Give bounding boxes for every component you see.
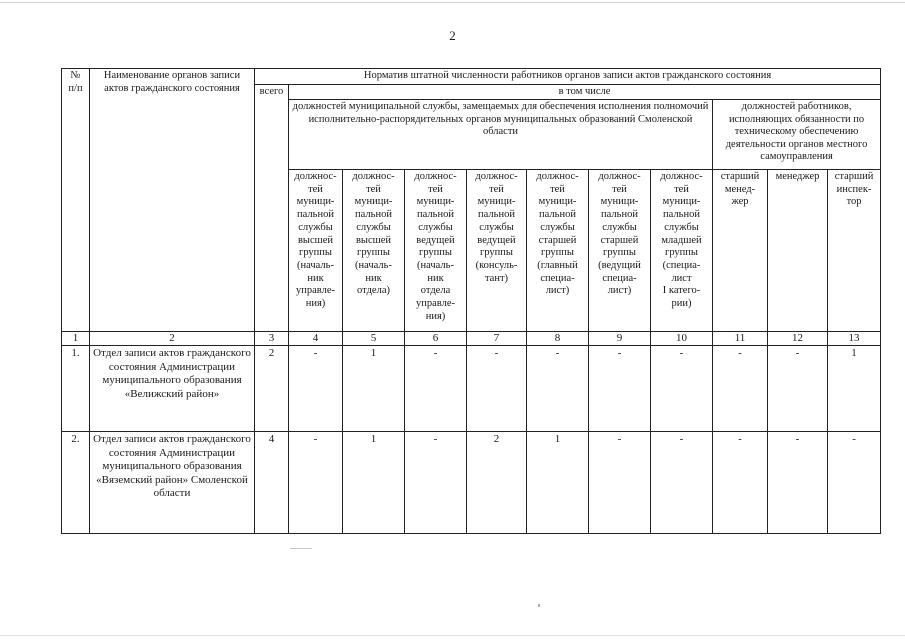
sub-header-col-6: должнос- тей муници- пальной службы ведущей группы (началь- ник отдела управле- ния) bbox=[405, 170, 467, 332]
row-value: 1 bbox=[527, 432, 589, 534]
column-number: 5 bbox=[343, 332, 405, 346]
header-no: № п/п bbox=[62, 69, 90, 332]
row-value: - bbox=[651, 346, 713, 432]
row-value: - bbox=[527, 346, 589, 432]
column-number-row bbox=[62, 332, 881, 346]
column-number: 9 bbox=[589, 332, 651, 346]
sub-header-col-10: должнос- тей муници- пальной службы младшей группы (специа- лист I катего- рии) bbox=[651, 170, 713, 332]
row-number: 2. bbox=[62, 432, 90, 534]
row-number: 1. bbox=[62, 346, 90, 432]
column-number: 13 bbox=[828, 332, 881, 346]
row-value: - bbox=[405, 346, 467, 432]
row-value: 1 bbox=[343, 432, 405, 534]
row-value: 4 bbox=[255, 432, 289, 534]
row-name: Отдел записи актов гражданского состояния Администрации муниципального образования «Велижский район» bbox=[90, 346, 255, 432]
page-number: 2 bbox=[449, 28, 456, 43]
header-total: всего bbox=[255, 84, 289, 332]
sub-header-col-7: должнос- тей муници- пальной службы ведущей группы (консуль- тант) bbox=[467, 170, 527, 332]
column-number: 1 bbox=[62, 332, 90, 346]
header-including: в том числе bbox=[289, 84, 881, 100]
column-number: 4 bbox=[289, 332, 343, 346]
sub-header-col-5: должнос- тей муници- пальной службы высшей группы (началь- ник отдела) bbox=[343, 170, 405, 332]
header-tech-group: должностей работников, исполняющих обязанности по техническому обеспечению деятельности органов местного самоуправления bbox=[713, 100, 881, 170]
column-number: 8 bbox=[527, 332, 589, 346]
row-value: - bbox=[467, 346, 527, 432]
row-value: - bbox=[589, 346, 651, 432]
sub-header-col-11: старший менед- жер bbox=[713, 170, 768, 332]
scan-artifact bbox=[0, 635, 905, 636]
header-norm: Норматив штатной численности работников органов записи актов гражданского состояния bbox=[255, 69, 881, 85]
row-value: - bbox=[828, 432, 881, 534]
row-name: Отдел записи актов гражданского состояния Администрации муниципального образования «Вяземский район» Смоленской области bbox=[90, 432, 255, 534]
row-value: - bbox=[589, 432, 651, 534]
row-value: - bbox=[405, 432, 467, 534]
header-name: Наименование органов записи актов гражданского состояния bbox=[90, 69, 255, 332]
row-value: - bbox=[713, 432, 768, 534]
scan-artifact bbox=[538, 604, 540, 607]
sub-header-col-12: менеджер bbox=[768, 170, 828, 332]
header-municipal-group: должностей муниципальной службы, замещаемых для обеспечения исполнения полномочий исполнительно-распорядительных органов муниципальных образований Смоленской области bbox=[289, 100, 713, 170]
column-number: 3 bbox=[255, 332, 289, 346]
table-row bbox=[62, 432, 881, 534]
column-number: 11 bbox=[713, 332, 768, 346]
column-number: 10 bbox=[651, 332, 713, 346]
sub-header-col-4: должнос- тей муници- пальной службы высшей группы (началь- ник управле- ния) bbox=[289, 170, 343, 332]
row-value: - bbox=[289, 432, 343, 534]
row-value: - bbox=[289, 346, 343, 432]
column-number: 2 bbox=[90, 332, 255, 346]
sub-header-col-8: должнос- тей муници- пальной службы старшей группы (главный специа- лист) bbox=[527, 170, 589, 332]
row-value: 1 bbox=[343, 346, 405, 432]
row-value: - bbox=[768, 432, 828, 534]
column-number: 7 bbox=[467, 332, 527, 346]
sub-header-col-9: должнос- тей муници- пальной службы старшей группы (ведущий специа- лист) bbox=[589, 170, 651, 332]
row-value: - bbox=[713, 346, 768, 432]
row-value: 2 bbox=[255, 346, 289, 432]
row-value: 1 bbox=[828, 346, 881, 432]
row-value: - bbox=[651, 432, 713, 534]
staffing-table bbox=[61, 68, 881, 534]
row-value: - bbox=[768, 346, 828, 432]
scan-artifact bbox=[290, 548, 312, 549]
scan-artifact bbox=[0, 2, 905, 3]
column-number: 12 bbox=[768, 332, 828, 346]
table-row bbox=[62, 346, 881, 432]
row-value: 2 bbox=[467, 432, 527, 534]
sub-header-col-13: старший инспек- тор bbox=[828, 170, 881, 332]
column-number: 6 bbox=[405, 332, 467, 346]
